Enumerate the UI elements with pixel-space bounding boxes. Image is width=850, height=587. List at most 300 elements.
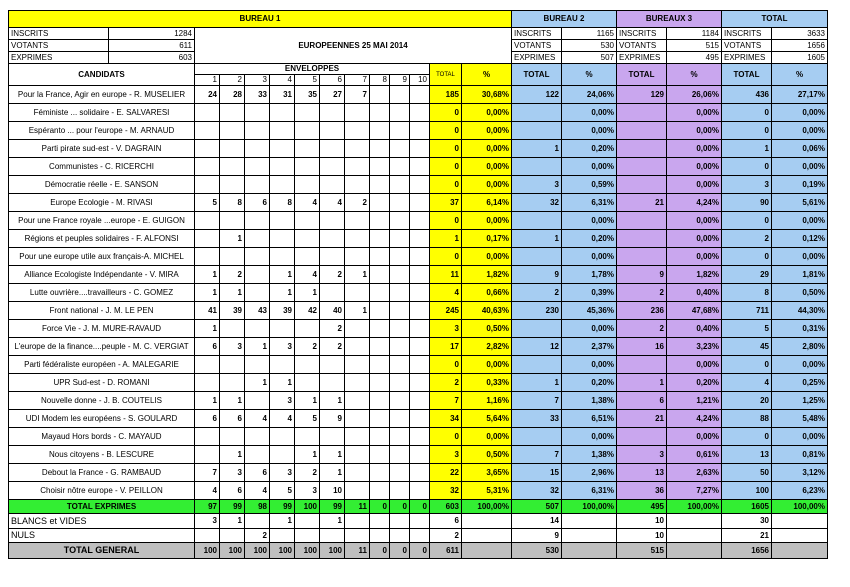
candidate-name: L'europe de la finance....peuple - M. C. VERGIAT	[9, 338, 195, 356]
enveloppe-count	[370, 230, 390, 248]
b2-total	[512, 104, 562, 122]
b1-votants-label: VOTANTS	[9, 40, 109, 52]
enveloppe-count: 3	[270, 338, 295, 356]
blancs-b2: 14	[512, 514, 562, 529]
enveloppe-count	[295, 176, 320, 194]
table-row	[9, 122, 828, 140]
b2-exprimes-label: EXPRIMES	[512, 52, 562, 64]
b3-percent: 0,00%	[667, 158, 722, 176]
enveloppe-count	[390, 266, 410, 284]
enveloppe-count	[370, 482, 390, 500]
enveloppe-count: 43	[245, 302, 270, 320]
b1-total: 2	[430, 374, 462, 392]
grand-percent: 6,23%	[772, 482, 828, 500]
b2-total: 3	[512, 176, 562, 194]
tot-exprimes-label: EXPRIMES	[722, 52, 772, 64]
enveloppe-count	[390, 86, 410, 104]
enveloppe-count: 6	[245, 194, 270, 212]
b1-percent: 30,68%	[462, 86, 512, 104]
candidate-name: UPR Sud-est - D. ROMANI	[9, 374, 195, 392]
b3-percent: 7,27%	[667, 482, 722, 500]
enveloppe-count	[195, 428, 220, 446]
enveloppe-count	[220, 104, 245, 122]
tot-exprimes-value: 1605	[772, 52, 828, 64]
total-general-env: 100	[245, 543, 270, 559]
b1-percent: 0,50%	[462, 320, 512, 338]
b3-percent: 0,40%	[667, 284, 722, 302]
grand-total: 88	[722, 410, 772, 428]
b2-total: 7	[512, 392, 562, 410]
enveloppe-count	[220, 374, 245, 392]
enveloppe-count: 8	[270, 194, 295, 212]
enveloppe-count: 1	[245, 374, 270, 392]
enveloppe-count: 39	[220, 302, 245, 320]
enveloppe-count	[410, 284, 430, 302]
grand-percent: 0,25%	[772, 374, 828, 392]
grand-total: 0	[722, 428, 772, 446]
b1-total: 0	[430, 356, 462, 374]
b3-total: 36	[617, 482, 667, 500]
b3-total	[617, 176, 667, 194]
grand-percent: 0,81%	[772, 446, 828, 464]
table-row	[9, 230, 828, 248]
enveloppe-count	[410, 140, 430, 158]
bureau1-header: BUREAU 1	[9, 11, 512, 28]
grand-percent: 0,00%	[772, 428, 828, 446]
enveloppe-count	[390, 464, 410, 482]
enveloppe-count: 1	[270, 284, 295, 302]
enveloppe-count	[345, 338, 370, 356]
b1-total: 7	[430, 392, 462, 410]
enveloppe-count	[195, 176, 220, 194]
enveloppe-count	[390, 338, 410, 356]
enveloppe-count	[345, 374, 370, 392]
b3-total: 129	[617, 86, 667, 104]
nuls-row	[9, 529, 828, 543]
b2-total	[512, 320, 562, 338]
b3-pct-header: %	[667, 64, 722, 86]
enveloppe-count	[270, 230, 295, 248]
enveloppe-count: 1	[195, 320, 220, 338]
b2-percent: 1,38%	[562, 392, 617, 410]
b1-percent: 40,63%	[462, 302, 512, 320]
nuls-env	[295, 529, 320, 543]
blancs-b3: 10	[617, 514, 667, 529]
empty-cell	[772, 514, 828, 529]
total-general-env: 100	[270, 543, 295, 559]
enveloppe-count	[345, 464, 370, 482]
enveloppe-count: 1	[270, 374, 295, 392]
b1-percent: 5,31%	[462, 482, 512, 500]
enveloppe-count	[295, 230, 320, 248]
enveloppe-number-8: 8	[370, 75, 390, 86]
b3-percent: 1,21%	[667, 392, 722, 410]
b2-percent: 24,06%	[562, 86, 617, 104]
enveloppe-count	[345, 482, 370, 500]
grand-percent: 0,50%	[772, 284, 828, 302]
b1-percent: 3,65%	[462, 464, 512, 482]
enveloppe-count: 6	[195, 338, 220, 356]
nuls-env	[220, 529, 245, 543]
empty-cell	[667, 514, 722, 529]
candidate-name: Europe Ecologie - M. RIVASI	[9, 194, 195, 212]
b1-total: 4	[430, 284, 462, 302]
blancs-env	[390, 514, 410, 529]
enveloppe-count	[195, 140, 220, 158]
b3-total	[617, 122, 667, 140]
total-exprimes-b3p: 100,00%	[667, 500, 722, 514]
tot-pct-header: %	[772, 64, 828, 86]
enveloppe-count	[410, 158, 430, 176]
b1-percent: 0,00%	[462, 104, 512, 122]
blancs-env	[295, 514, 320, 529]
b3-votants-label: VOTANTS	[617, 40, 667, 52]
total-exprimes-env: 0	[370, 500, 390, 514]
b1-percent: 0,00%	[462, 176, 512, 194]
enveloppe-count	[345, 410, 370, 428]
grand-total: 45	[722, 338, 772, 356]
b3-total	[617, 248, 667, 266]
total-exprimes-b3: 495	[617, 500, 667, 514]
enveloppe-count: 1	[320, 446, 345, 464]
b1-total: 22	[430, 464, 462, 482]
empty-cell	[462, 543, 512, 559]
enveloppe-count: 35	[295, 86, 320, 104]
enveloppe-count: 5	[270, 482, 295, 500]
b3-total: 2	[617, 320, 667, 338]
b2-pct-header: %	[562, 64, 617, 86]
enveloppe-count	[345, 122, 370, 140]
b2-percent: 1,38%	[562, 446, 617, 464]
enveloppe-count	[390, 482, 410, 500]
enveloppe-count	[410, 338, 430, 356]
b2-percent: 6,31%	[562, 482, 617, 500]
enveloppe-count	[370, 212, 390, 230]
grand-total: 0	[722, 158, 772, 176]
b2-percent: 0,00%	[562, 320, 617, 338]
enveloppe-count	[370, 140, 390, 158]
enveloppe-count	[410, 230, 430, 248]
enveloppe-count	[370, 284, 390, 302]
enveloppe-count	[370, 320, 390, 338]
b1-percent: 0,00%	[462, 212, 512, 230]
total-exprimes-t: 1605	[722, 500, 772, 514]
enveloppe-count	[220, 212, 245, 230]
enveloppe-count: 42	[295, 302, 320, 320]
enveloppe-count: 3	[270, 464, 295, 482]
grand-percent: 1,81%	[772, 266, 828, 284]
enveloppe-count	[295, 428, 320, 446]
grand-percent: 44,30%	[772, 302, 828, 320]
enveloppe-count	[390, 392, 410, 410]
enveloppe-count	[295, 212, 320, 230]
b1-percent: 0,00%	[462, 140, 512, 158]
b3-total: 3	[617, 446, 667, 464]
b2-inscrits-value: 1165	[562, 28, 617, 40]
enveloppe-count: 10	[320, 482, 345, 500]
enveloppe-count	[410, 356, 430, 374]
b3-total: 13	[617, 464, 667, 482]
b3-percent: 0,00%	[667, 176, 722, 194]
table-row	[9, 86, 828, 104]
enveloppe-count	[410, 104, 430, 122]
b2-total: 1	[512, 374, 562, 392]
b2-total: 1	[512, 230, 562, 248]
b2-percent: 6,51%	[562, 410, 617, 428]
grand-percent: 0,00%	[772, 104, 828, 122]
enveloppe-count	[390, 320, 410, 338]
enveloppe-count	[245, 230, 270, 248]
table-row	[9, 482, 828, 500]
enveloppe-count: 8	[220, 194, 245, 212]
enveloppe-count	[245, 176, 270, 194]
b1-total: 11	[430, 266, 462, 284]
b3-percent: 4,24%	[667, 410, 722, 428]
grand-percent: 27,17%	[772, 86, 828, 104]
enveloppe-count	[370, 86, 390, 104]
enveloppe-number-6: 6	[320, 75, 345, 86]
blancs-env	[345, 514, 370, 529]
b1-percent: 0,66%	[462, 284, 512, 302]
enveloppe-count	[270, 320, 295, 338]
blancs-env: 3	[195, 514, 220, 529]
enveloppe-number-5: 5	[295, 75, 320, 86]
b2-percent: 0,20%	[562, 374, 617, 392]
b1-total: 1	[430, 230, 462, 248]
b2-percent: 0,20%	[562, 140, 617, 158]
enveloppe-number-9: 9	[390, 75, 410, 86]
enveloppe-count	[345, 158, 370, 176]
candidate-name: Choisir nôtre europe - V. PEILLON	[9, 482, 195, 500]
enveloppe-count	[245, 356, 270, 374]
b3-total	[617, 356, 667, 374]
b1-inscrits-value: 1284	[109, 28, 195, 40]
grand-total: 711	[722, 302, 772, 320]
total-general-env: 100	[220, 543, 245, 559]
enveloppe-count	[345, 140, 370, 158]
tot-votants-value: 1656	[772, 40, 828, 52]
b1-total: 3	[430, 320, 462, 338]
enveloppe-count: 3	[270, 392, 295, 410]
enveloppe-count: 1	[345, 266, 370, 284]
enveloppe-count	[320, 140, 345, 158]
b3-percent: 3,23%	[667, 338, 722, 356]
b1-total: 0	[430, 158, 462, 176]
b1-exprimes-label: EXPRIMES	[9, 52, 109, 64]
b1-inscrits-label: INSCRITS	[9, 28, 109, 40]
b1-votants-value: 611	[109, 40, 195, 52]
candidate-name: Parti fédéraliste européen - A. MALEGARIE	[9, 356, 195, 374]
empty-cell	[462, 514, 512, 529]
total-exprimes-env: 99	[270, 500, 295, 514]
enveloppe-count	[295, 248, 320, 266]
enveloppe-count: 4	[195, 482, 220, 500]
candidate-name: Féministe ... solidaire - E. SALVARESI	[9, 104, 195, 122]
candidate-name: Front national - J. M. LE PEN	[9, 302, 195, 320]
enveloppe-count	[370, 104, 390, 122]
candidate-name: Force Vie - J. M. MURE-RAVAUD	[9, 320, 195, 338]
b2-total: 7	[512, 446, 562, 464]
enveloppe-count	[410, 482, 430, 500]
enveloppe-count	[390, 284, 410, 302]
b2-total: 2	[512, 284, 562, 302]
candidate-name: Régions et peuples solidaires - F. ALFONSI	[9, 230, 195, 248]
blancs-b1: 6	[430, 514, 462, 529]
enveloppe-count: 1	[195, 392, 220, 410]
table-row	[9, 266, 828, 284]
total-exprimes-env: 99	[320, 500, 345, 514]
total-general-env: 0	[390, 543, 410, 559]
grand-total: 29	[722, 266, 772, 284]
b1-total: 34	[430, 410, 462, 428]
blancs-t: 30	[722, 514, 772, 529]
enveloppe-count	[390, 356, 410, 374]
b2-percent: 0,20%	[562, 230, 617, 248]
enveloppe-count: 40	[320, 302, 345, 320]
b3-percent: 0,00%	[667, 104, 722, 122]
nuls-b2: 9	[512, 529, 562, 543]
enveloppe-count	[410, 410, 430, 428]
b2-total	[512, 428, 562, 446]
enveloppe-count	[390, 212, 410, 230]
enveloppe-count	[245, 320, 270, 338]
enveloppe-count: 2	[295, 464, 320, 482]
enveloppe-count	[295, 158, 320, 176]
b1-total: 245	[430, 302, 462, 320]
b3-percent: 0,00%	[667, 428, 722, 446]
grand-total: 100	[722, 482, 772, 500]
total-exprimes-b2: 507	[512, 500, 562, 514]
enveloppe-count	[245, 158, 270, 176]
empty-cell	[772, 529, 828, 543]
enveloppe-count	[320, 248, 345, 266]
b1-total: 3	[430, 446, 462, 464]
grand-percent: 0,00%	[772, 248, 828, 266]
total-exprimes-b2p: 100,00%	[562, 500, 617, 514]
election-title: EUROPEENNES 25 MAI 2014	[195, 28, 512, 64]
grand-total: 5	[722, 320, 772, 338]
nuls-env: 2	[245, 529, 270, 543]
b1-total: 32	[430, 482, 462, 500]
enveloppe-count	[320, 230, 345, 248]
b1-percent: 1,16%	[462, 392, 512, 410]
grand-percent: 3,12%	[772, 464, 828, 482]
enveloppe-count	[320, 374, 345, 392]
enveloppe-number-10: 10	[410, 75, 430, 86]
enveloppe-count	[295, 122, 320, 140]
enveloppe-count	[270, 248, 295, 266]
enveloppe-count: 1	[245, 338, 270, 356]
b3-total: 16	[617, 338, 667, 356]
b3-total	[617, 104, 667, 122]
enveloppe-count	[390, 428, 410, 446]
grand-percent: 0,00%	[772, 122, 828, 140]
b2-percent: 0,00%	[562, 212, 617, 230]
results-table	[8, 10, 828, 559]
b1-percent: 5,64%	[462, 410, 512, 428]
enveloppe-count: 1	[345, 302, 370, 320]
enveloppe-count: 1	[195, 266, 220, 284]
b2-votants-label: VOTANTS	[512, 40, 562, 52]
candidate-name: Communistes - C. RICERCHI	[9, 158, 195, 176]
nuls-env	[320, 529, 345, 543]
enveloppe-count	[390, 248, 410, 266]
total-general-t: 1656	[722, 543, 772, 559]
enveloppe-count	[195, 356, 220, 374]
enveloppe-count	[410, 428, 430, 446]
b3-percent: 0,00%	[667, 212, 722, 230]
b1-percent: 1,82%	[462, 266, 512, 284]
b3-total: 6	[617, 392, 667, 410]
total-general-env: 100	[195, 543, 220, 559]
enveloppe-count	[295, 356, 320, 374]
table-row	[9, 194, 828, 212]
enveloppe-count	[220, 140, 245, 158]
b2-percent: 2,96%	[562, 464, 617, 482]
table-row	[9, 212, 828, 230]
empty-cell	[667, 543, 722, 559]
enveloppe-count	[195, 122, 220, 140]
b1-percent: 0,00%	[462, 158, 512, 176]
grand-total: 0	[722, 104, 772, 122]
enveloppe-count	[390, 410, 410, 428]
b3-percent: 0,40%	[667, 320, 722, 338]
blancs-env: 1	[320, 514, 345, 529]
enveloppe-count	[410, 212, 430, 230]
enveloppe-count	[390, 374, 410, 392]
b1-percent: 0,00%	[462, 428, 512, 446]
b3-total	[617, 230, 667, 248]
enveloppe-count: 4	[245, 482, 270, 500]
total-general-env: 0	[410, 543, 430, 559]
b2-percent: 45,36%	[562, 302, 617, 320]
enveloppe-count	[345, 446, 370, 464]
table-row	[9, 428, 828, 446]
table-row	[9, 446, 828, 464]
enveloppe-count: 5	[195, 194, 220, 212]
enveloppe-count	[390, 176, 410, 194]
enveloppe-count	[295, 320, 320, 338]
total-general-row	[9, 543, 828, 559]
grand-percent: 5,61%	[772, 194, 828, 212]
enveloppe-number-4: 4	[270, 75, 295, 86]
b3-percent: 0,20%	[667, 374, 722, 392]
enveloppe-count: 1	[220, 392, 245, 410]
b3-percent: 1,82%	[667, 266, 722, 284]
candidate-name: Parti pirate sud-est - V. DAGRAIN	[9, 140, 195, 158]
b2-percent: 2,37%	[562, 338, 617, 356]
enveloppe-count	[410, 248, 430, 266]
grand-total: 8	[722, 284, 772, 302]
enveloppe-count	[410, 302, 430, 320]
total-exprimes-env: 100	[295, 500, 320, 514]
enveloppe-count	[245, 104, 270, 122]
enveloppe-count	[320, 176, 345, 194]
blancs-env	[370, 514, 390, 529]
enveloppe-count	[270, 140, 295, 158]
grand-total: 90	[722, 194, 772, 212]
enveloppe-count	[370, 374, 390, 392]
enveloppe-count	[390, 230, 410, 248]
b3-percent: 47,68%	[667, 302, 722, 320]
total-exprimes-env: 97	[195, 500, 220, 514]
grand-total: 0	[722, 356, 772, 374]
enveloppe-count	[195, 104, 220, 122]
total-general-b1: 611	[430, 543, 462, 559]
tot-total-col-header: TOTAL	[722, 64, 772, 86]
b3-total: 9	[617, 266, 667, 284]
b3-total: 236	[617, 302, 667, 320]
